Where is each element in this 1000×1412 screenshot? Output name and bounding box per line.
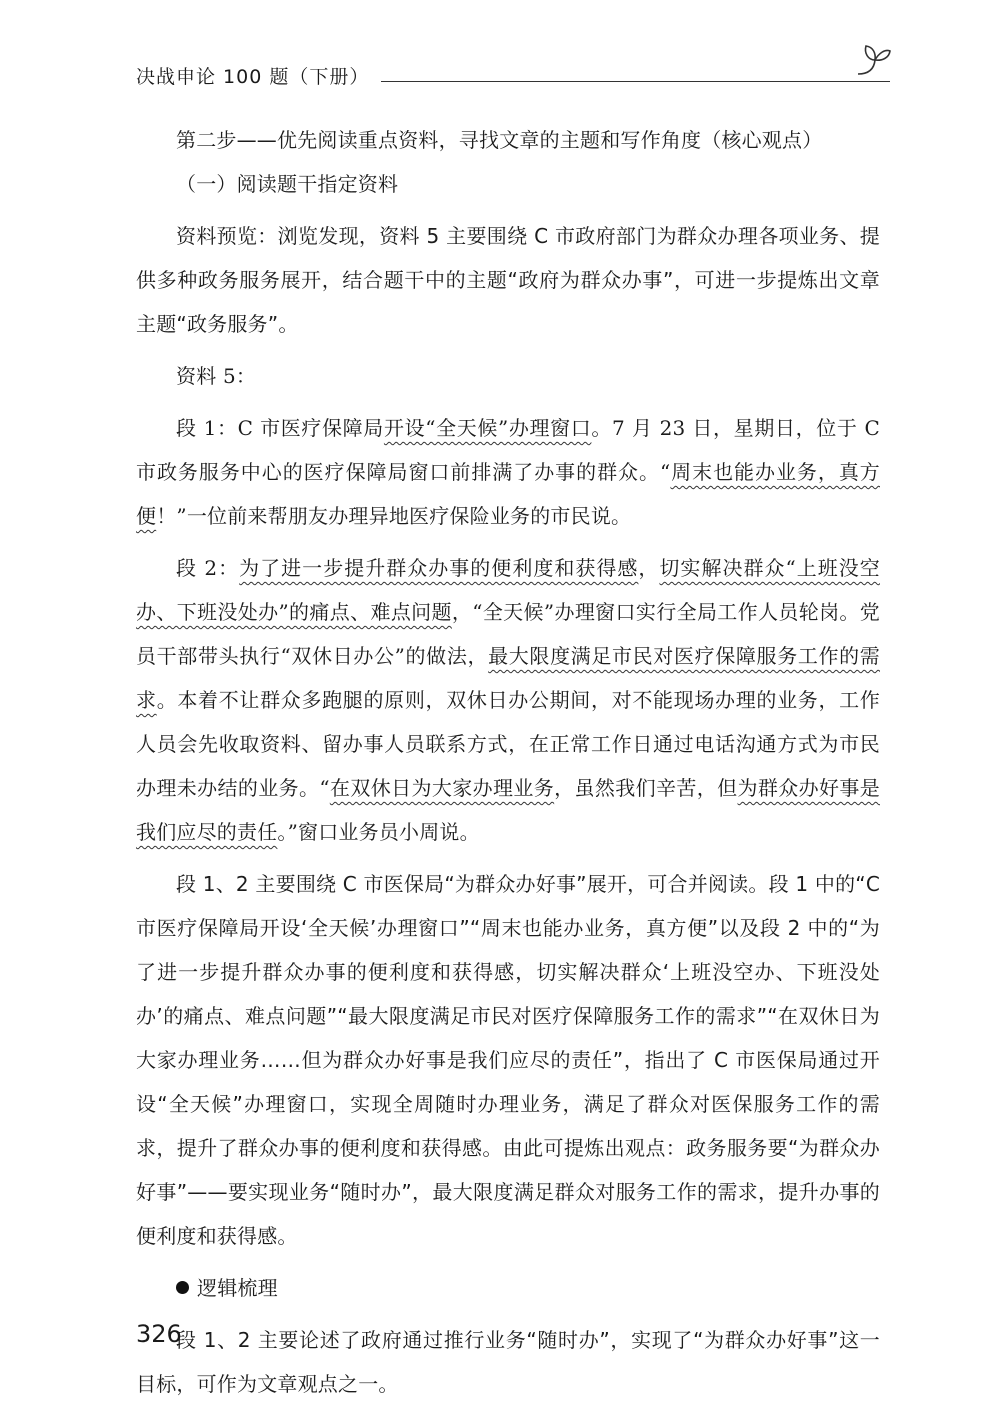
text-run: 段 1：C 市医疗保障局 [176, 416, 384, 440]
underlined-phrase: 最大限度满足市民对医疗保障服务工作的需求 [136, 644, 880, 712]
sprout-icon [854, 40, 892, 76]
logic-heading [136, 1266, 880, 1310]
material-label: 资料 5： [176, 364, 257, 388]
book-title: 决战申论 100 题（下册） [136, 65, 370, 88]
underlined-phrase: 开设“全天候”办理窗口 [383, 416, 592, 440]
material-paragraph-1 [136, 406, 880, 538]
text-run: 段 2： [176, 556, 240, 580]
text-run: 。本着不让群众多跑腿的原则，双休日办公期间，对不能现场办理的业务，工作人员会先收取资料、留办事人员联系方式，在正常工作日通过电话沟通方式为市民办理未办结的业务。“ [136, 688, 881, 800]
page-number: 326 [136, 1320, 182, 1348]
section-heading: （一）阅读题干指定资料 [176, 172, 399, 196]
text-run: ，“全天候”办理窗口实行全局工作人员轮岗。党员干部带头执行“双休日办公”的做法， [136, 600, 880, 668]
header-rule [381, 81, 890, 82]
bullet-icon [176, 1281, 189, 1294]
underlined-phrase: 为群众办好事是我们应尽的责任 [136, 776, 880, 844]
text-run: 。”窗口业务员小周说。 [277, 820, 480, 844]
underlined-phrase: 为了进一步提升群众办事的便利度和获得感 [239, 556, 639, 580]
text-run: 。7 月 23 日，星期日，位于 C 市政务服务中心的医疗保障局窗口前排满了办事的群众。“ [136, 416, 880, 484]
analysis-paragraph: 段 1、2 主要围绕 C 市医保局“为群众办好事”展开，可合并阅读。段 1 中的“C 市医疗保障局开设‘全天候’办理窗口”“周末也能办业务，真方便”以及段 2 中的“为了进一步提升群众办事的便利度和获得感，切实解决群众‘上班没空办、下班没处办’的痛点、难点问题”“最大限度满足市民对医疗保障服务工作的需求”“在双休日为大家办理业务……但为群众办好事是我们应尽的责任”，指出了 C 市医保局通过开设“全天候”办理窗口，实现全周随时办理业务，满足了群众对医保服务工作的需求，提升了群众办事的便利度和获得感。由此可提炼出观点：政务服务要“为群众办好事”——要实现业务“随时办”，最大限度满足群众对服务工作的需求，提升办事的便利度和获得感。 [136, 872, 880, 1248]
page-body [136, 118, 880, 1406]
underlined-phrase: 切实解决群众“上班没空办、下班没处办”的痛点、难点问题 [136, 556, 880, 624]
text-run: ， [638, 556, 660, 580]
underlined-phrase: 在双休日为大家办理业务 [329, 776, 555, 800]
text-run: ，虽然我们辛苦，但 [554, 776, 738, 800]
text-run: ！”一位前来帮朋友办理异地医疗保险业务的市民说。 [156, 504, 632, 528]
logic-title: 逻辑梳理 [197, 1276, 278, 1300]
step-heading: 第二步——优先阅读重点资料，寻找文章的主题和写作角度（核心观点） [176, 128, 823, 152]
logic-paragraph: 段 1、2 主要论述了政府通过推行业务“随时办”，实现了“为群众办好事”这一目标，可作为文章观点之一。 [136, 1328, 880, 1396]
running-header [136, 58, 890, 92]
material-paragraph-2 [136, 546, 880, 854]
underlined-phrase: 周末也能办业务，真方便 [136, 460, 880, 528]
material-preview: 资料预览：浏览发现，资料 5 主要围绕 C 市政府部门为群众办理各项业务、提供多种政务服务展开，结合题干中的主题“政府为群众办事”，可进一步提炼出文章主题“政务服务”。 [136, 224, 880, 336]
